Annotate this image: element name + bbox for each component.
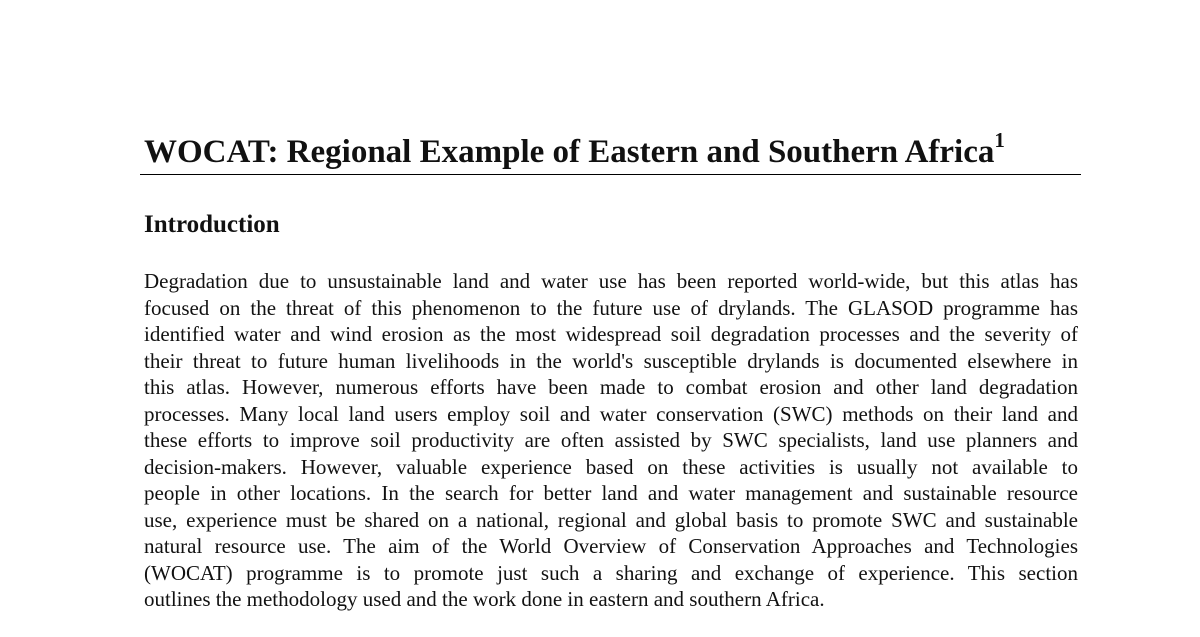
document-title-text: WOCAT: Regional Example of Eastern and Southern Africa — [144, 134, 995, 170]
paragraph-line: focused on the threat of this phenomenon to the future use of drylands. The GLASOD programme has — [144, 295, 1078, 320]
paragraph-line: processes. Many local land users employ soil and water conservation (SWC) methods on their land and — [144, 401, 1078, 426]
paragraph-line: Degradation due to unsustainable land and water use has been reported world-wide, but this atlas has — [144, 269, 1078, 293]
document-title — [144, 128, 1005, 172]
paragraph-line: their threat to future human livelihoods in the world's susceptible drylands is documented elsewhere in — [144, 348, 1078, 373]
paragraph-line: outlines the methodology used and the work done in eastern and southern Africa. — [144, 587, 825, 611]
paragraph-line: this atlas. However, numerous efforts have been made to combat erosion and other land degradation — [144, 375, 1078, 399]
paragraph-line: identified water and wind erosion as the most widespread soil degradation processes and the severity of — [144, 322, 1078, 346]
body-paragraph — [144, 268, 1078, 613]
paragraph-line: (WOCAT) programme is to promote just such a sharing and exchange of experience. This section — [144, 560, 1078, 585]
title-block — [140, 128, 1081, 175]
paragraph-line: people in other locations. In the search for better land and water management and sustainable resource — [144, 481, 1078, 505]
section-heading: Introduction — [144, 211, 280, 238]
paragraph-line: these efforts to improve soil productivity are often assisted by SWC specialists, land use planners and — [144, 428, 1078, 452]
paragraph-line: natural resource use. The aim of the World Overview of Conservation Approaches and Technologies — [144, 534, 1078, 558]
paragraph-line: decision-makers. However, valuable experience based on these activities is usually not available to — [144, 454, 1078, 479]
footnote-marker: 1 — [994, 128, 1005, 152]
paragraph-line: use, experience must be shared on a national, regional and global basis to promote SWC and sustainable — [144, 507, 1078, 532]
